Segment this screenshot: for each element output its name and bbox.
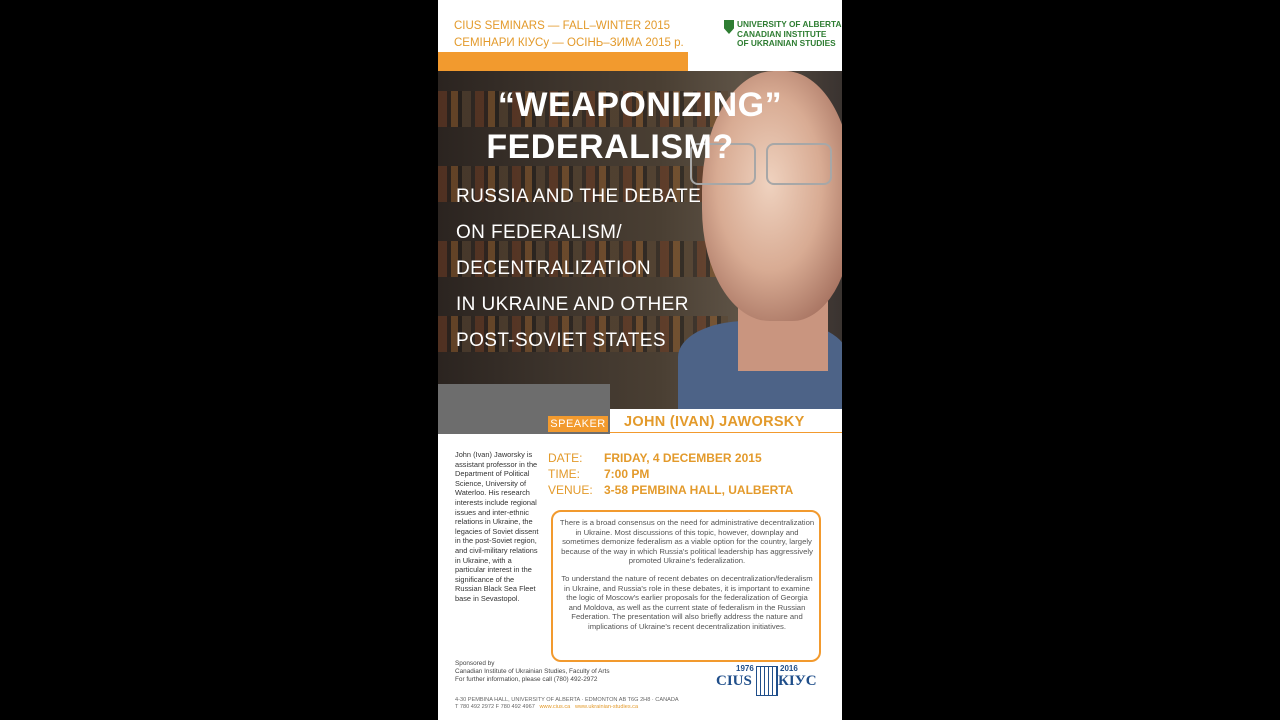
logo-kius: КІУС (778, 673, 817, 689)
venue-label: VENUE: (548, 483, 593, 497)
sponsor-info (455, 660, 610, 684)
logo-year-start: 1976 (736, 664, 754, 673)
shield-icon (724, 20, 734, 34)
venue-value: 3-58 PEMBINA HALL, UALBERTA (604, 483, 794, 497)
subtitle-line: POST-SOVIET STATES (456, 330, 666, 351)
title-line-1: “WEAPONIZING” (497, 86, 783, 124)
website-link[interactable]: www.cius.ca (539, 704, 571, 710)
abstract-box (551, 510, 821, 662)
speaker-tag: SPEAKER (548, 416, 608, 432)
university-logo-text (737, 20, 842, 49)
orange-accent-band (438, 52, 688, 71)
sponsor-line: For further information, please call (780) 492-2972 (455, 676, 598, 683)
seminar-poster (438, 0, 842, 720)
subtitle-line: RUSSIA AND THE DEBATE (456, 186, 702, 207)
sponsor-line: Canadian Institute of Ukrainian Studies, Faculty of Arts (455, 668, 610, 675)
sponsor-line: Sponsored by (455, 660, 495, 667)
speaker-name: JOHN (IVAN) JAWORSKY (624, 414, 805, 430)
address-block (455, 697, 679, 711)
logo-cius: CIUS (716, 673, 752, 689)
institute-name-line1: CANADIAN INSTITUTE (737, 28, 827, 39)
series-line-ukrainian: СЕМІНАРИ КІУСу — ОСІНЬ–ЗИМА 2015 р. (454, 37, 684, 49)
abstract-paragraph: To understand the nature of recent debates on decentralization/federalism in Ukraine, and Russia's role in these debates, it is important to examine the logic of Moscow's earlier proposals for the federalization of Georgia and Moldova, as well as the current state of federalism in the Russian Federation. The presentation will also briefly address the nature and implications of Ukraine's recent decentralization initiatives. (561, 573, 813, 631)
abstract-paragraph: There is a broad consensus on the need for administrative decentralization in Ukraine. Most discussions of this topic, however, downplay and sometimes demonize federalism as a viable option for the country, largely because of the way in which Russia's political leadership has aggressively promoted Ukraine's federalization. (559, 518, 815, 566)
address-line: 4-30 PEMBINA HALL, UNIVERSITY OF ALBERTA · EDMONTON AB T6G 2H8 · CANADA (455, 697, 679, 703)
divider (610, 432, 842, 433)
subtitle-line: IN UKRAINE AND OTHER (456, 294, 689, 315)
subtitle-line: ON FEDERALISM/ (456, 222, 623, 243)
institute-name-line2: OF UKRAINIAN STUDIES (737, 38, 836, 48)
seminar-series-heading (454, 18, 684, 52)
date-label: DATE: (548, 451, 583, 465)
time-value: 7:00 PM (604, 467, 650, 481)
logo-year-end: 2016 (780, 664, 798, 673)
website-link[interactable]: www.ukrainian-studies.ca (574, 704, 639, 710)
title-line-2: FEDERALISM? (486, 128, 734, 166)
address-line (455, 704, 679, 711)
subtitle-line: DECENTRALIZATION (456, 258, 652, 279)
time-label: TIME: (548, 467, 580, 481)
phone-fax: T 780 492 2972 F 780 492 4967 (455, 704, 535, 710)
university-name: UNIVERSITY OF ALBERTA (737, 19, 842, 29)
cius-anniversary-logo (714, 664, 824, 702)
speaker-bio: John (Ivan) Jaworsky is assistant professor in the Department of Political Science, University of Waterloo. His research interests include regional issues and inter-ethnic relations in Ukraine, the legacies of Soviet dissent in the post-Soviet region, and civil-military relations in Ukraine, with a particular interest in the significance of the Russian Black Sea Fleet base in Sevastopol. (455, 450, 539, 603)
series-line-english: CIUS SEMINARS — FALL–WINTER 2015 (454, 20, 671, 32)
building-icon (756, 666, 778, 696)
date-value: FRIDAY, 4 DECEMBER 2015 (604, 451, 762, 465)
